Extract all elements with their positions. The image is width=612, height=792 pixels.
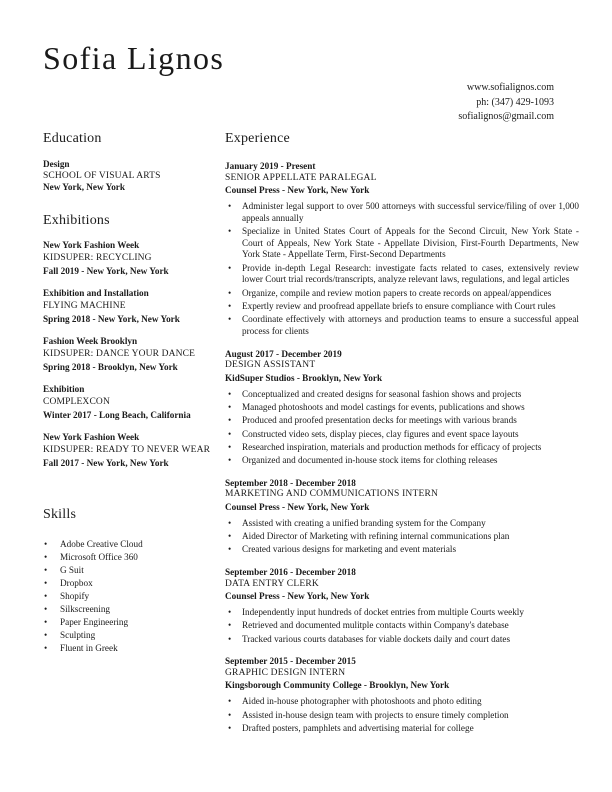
exhibitions-list (43, 238, 225, 470)
job-entry (225, 349, 579, 467)
exhibition-item (43, 382, 225, 422)
education-field: Design (43, 159, 70, 169)
job-bullet: • Aided Director of Marketing with refining internal communications plan (225, 531, 579, 543)
skills-heading: Skills (43, 506, 77, 522)
job-organization: Counsel Press - New York, New York (225, 591, 370, 602)
exhibitions-heading: Exhibitions (43, 212, 110, 228)
exhibition-when: Fall 2019 - New York, New York (43, 265, 169, 276)
exhibition-item (43, 334, 225, 374)
exhibition-title: COMPLEXCON (43, 396, 110, 407)
job-bullet: • Aided in-house photographer with photoshoots and photo editing (225, 696, 579, 708)
job-bullet: • Produced and proofed presentation decks for meetings with various brands (225, 415, 579, 427)
job-bullet: • Created various designs for marketing and event materials (225, 544, 579, 556)
skill-item: • Paper Engineering (43, 616, 225, 629)
exhibition-type: New York Fashion Week (43, 431, 140, 442)
phone-number: ph: (347) 429-1093 (476, 96, 554, 108)
job-title: DESIGN ASSISTANT (225, 360, 316, 371)
job-bullet: • Assisted in-house design team with projects to ensure timely completion (225, 710, 579, 722)
job-bullets (225, 518, 579, 556)
job-bullet: • Constructed video sets, display pieces, clay figures and event space layouts (225, 429, 579, 441)
job-dates: August 2017 - December 2019 (225, 348, 342, 359)
job-bullet: • Conceptualized and created designs for seasonal fashion shows and projects (225, 389, 579, 401)
job-title: GRAPHIC DESIGN INTERN (225, 667, 346, 678)
job-organization: Kingsborough Community College - Brooklyn, New York (225, 680, 450, 691)
education-location: New York, New York (43, 182, 125, 193)
contact-block (458, 81, 554, 125)
job-organization: KidSuper Studios - Brooklyn, New York (225, 372, 383, 383)
job-entry (225, 567, 579, 645)
skill-item: • Sculpting (43, 629, 225, 642)
exhibition-type: Exhibition (43, 383, 85, 394)
exhibition-item (43, 430, 225, 470)
job-bullet: • Organized and documented in-house stock items for clothing releases (225, 455, 579, 467)
job-entry (225, 656, 579, 734)
skill-item: • Shopify (43, 590, 225, 603)
education-heading: Education (43, 131, 102, 146)
email-link[interactable]: sofialignos@gmail.com (458, 111, 554, 122)
education-school: SCHOOL OF VISUAL ARTS (43, 171, 161, 182)
job-dates: September 2018 - December 2018 (225, 477, 356, 488)
job-bullet: • Drafted posters, pamphlets and advertising material for college (225, 723, 579, 735)
skill-item: • Silkscreening (43, 603, 225, 616)
job-bullet: • Expertly review and proofread appellate briefs to ensure compliance with Court rules (225, 301, 579, 313)
job-dates: September 2015 - December 2015 (225, 656, 356, 667)
exhibition-type: Fashion Week Brooklyn (43, 335, 138, 346)
job-bullet: • Retrieved and documented mulitple contacts within Company's datebase (225, 620, 579, 632)
job-title: DATA ENTRY CLERK (225, 578, 319, 589)
job-entry (225, 161, 579, 338)
job-organization: Counsel Press - New York, New York (225, 185, 370, 195)
job-bullet: • Administer legal support to over 500 attorneys with successful service/filing of over 1,000 appeals annually (225, 201, 579, 224)
job-title: MARKETING AND COMMUNICATIONS INTERN (225, 489, 439, 500)
exhibition-title: FLYING MACHINE (43, 300, 126, 311)
job-title: SENIOR APPELLATE PARALEGAL (225, 172, 377, 183)
exhibition-item (43, 238, 225, 278)
job-bullets (225, 607, 579, 645)
skill-item: • Adobe Creative Cloud (43, 538, 225, 551)
exhibition-item (43, 286, 225, 326)
job-entry (225, 478, 579, 556)
job-bullet: • Coordinate effectively with attorneys and production teams to ensure a successful appeal process for clients (225, 314, 579, 337)
job-bullets (225, 696, 579, 734)
skills-list (43, 538, 225, 655)
job-bullets (225, 389, 579, 467)
left-column (43, 128, 225, 655)
exhibition-title: KIDSUPER: READY TO NEVER WEAR (43, 444, 211, 455)
exhibition-when: Spring 2018 - New York, New York (43, 313, 180, 324)
exhibition-when: Fall 2017 - New York, New York (43, 457, 169, 468)
skill-item: • G Suit (43, 564, 225, 577)
exhibition-when: Spring 2018 - Brooklyn, New York (43, 361, 178, 372)
job-bullets (225, 201, 579, 338)
experience-heading: Experience (225, 131, 290, 146)
job-bullet: • Organize, compile and review motion papers to create records on appeal/appendices (225, 288, 579, 300)
job-dates: September 2016 - December 2018 (225, 567, 356, 578)
job-bullet: • Assisted with creating a unified branding system for the Company (225, 518, 579, 530)
right-column (225, 128, 579, 736)
skill-item: • Fluent in Greek (43, 642, 225, 655)
skill-item: • Microsoft Office 360 (43, 551, 225, 564)
exhibition-title: KIDSUPER: DANCE YOUR DANCE (43, 348, 196, 359)
exhibition-when: Winter 2017 - Long Beach, California (43, 409, 191, 420)
job-dates: January 2019 - Present (225, 161, 316, 171)
skill-item: • Dropbox (43, 577, 225, 590)
education-entry (43, 159, 225, 194)
job-organization: Counsel Press - New York, New York (225, 501, 370, 512)
job-bullet: • Independently input hundreds of docket entries from multiple Courts weekly (225, 607, 579, 619)
job-bullet: • Tracked various courts databases for viable dockets daily and court dates (225, 634, 579, 646)
exhibition-type: New York Fashion Week (43, 239, 140, 250)
exhibition-title: KIDSUPER: RECYCLING (43, 252, 152, 263)
website-link[interactable]: www.sofialignos.com (466, 82, 554, 93)
job-bullet: • Managed photoshoots and model castings for events, publications and shows (225, 402, 579, 414)
job-bullet: • Researched inspiration, materials and production methods for efficacy of projects (225, 442, 579, 454)
job-bullet: • Specialize in United States Court of Appeals for the Second Circuit, New York State - Court of Appeals, New York State - Appellate Division, First-Fourth Departments, New York State - Appellate Term, First-Second Departments (225, 226, 579, 261)
resume-name: Sofia Lignos (43, 40, 225, 76)
exhibition-type: Exhibition and Installation (43, 287, 149, 298)
job-bullet: • Provide in-depth Legal Research: investigate facts related to cases, extensively review lower Court trial records/transcripts, analyze relevant laws, regulations, and legal articles (225, 263, 579, 286)
